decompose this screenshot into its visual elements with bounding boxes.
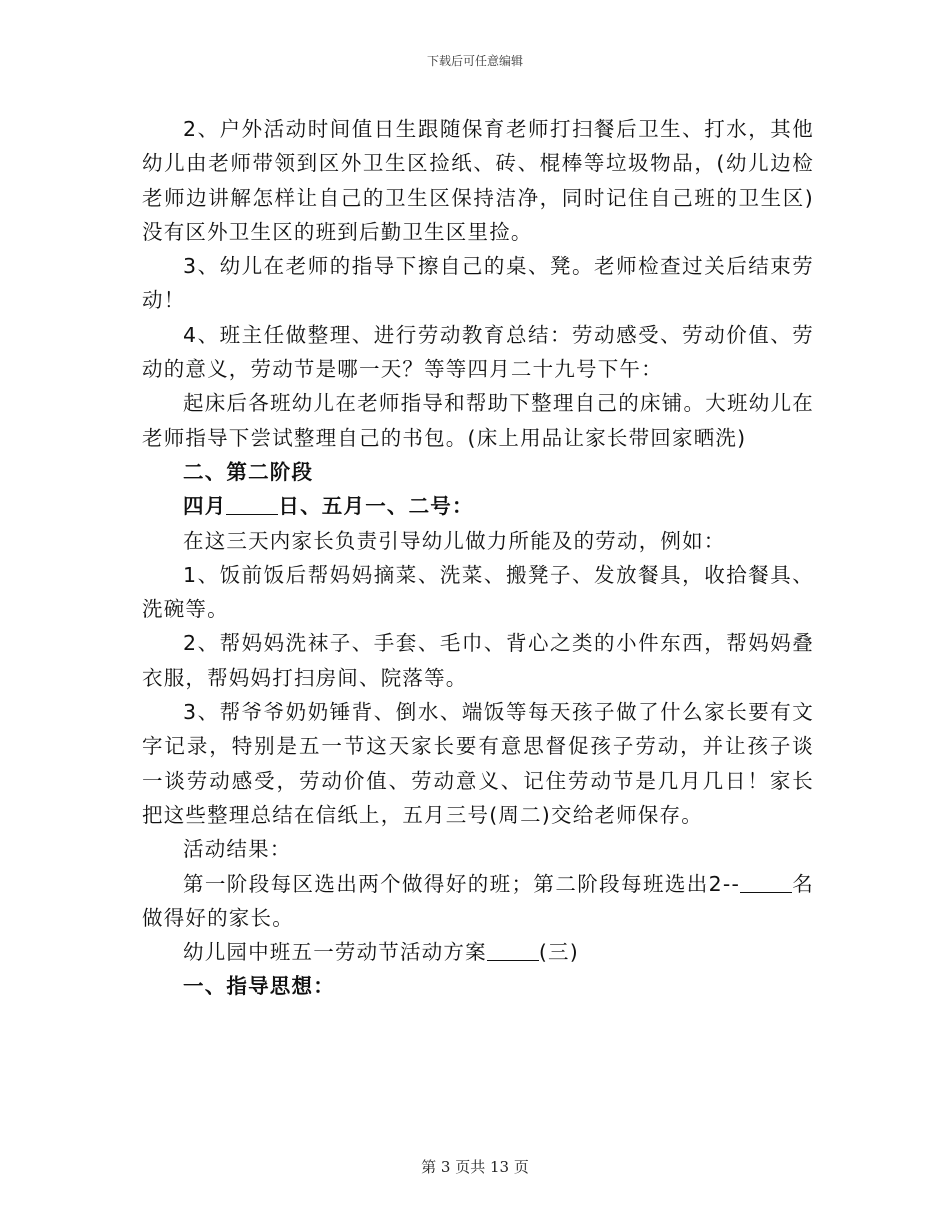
document-body	[142, 112, 814, 1004]
section-heading: 二、第二阶段	[183, 459, 314, 484]
paragraph: 起床后各班幼儿在老师指导和帮助下整理自己的床铺。大班幼儿在老师指导下尝试整理自己的书包。(床上用品让家长带回家晒洗)	[142, 391, 814, 450]
date-heading-end: 日、五月一、二号：	[278, 494, 474, 519]
title-start: 幼儿园中班五一劳动节活动方案	[183, 940, 487, 965]
date-heading-start: 四月	[183, 494, 227, 519]
paragraph-end: 名做得好的家长。	[142, 871, 814, 930]
paragraph: 2、户外活动时间值日生跟随保育老师打扫餐后卫生、打水，其他幼儿由老师带领到区外卫生区捡纸、砖、棍棒等垃圾物品，(幼儿边检老师边讲解怎样让自己的卫生区保持洁净，同时记住自己班的卫生区)没有区外卫生区的班到后勤卫生区里捡。	[142, 117, 814, 244]
paragraph: 活动结果：	[183, 837, 292, 862]
date-heading	[142, 489, 814, 523]
paragraph: 2、帮妈妈洗袜子、手套、毛巾、背心之类的小件东西，帮妈妈叠衣服，帮妈妈打扫房间、院落等。	[142, 631, 814, 690]
title-end: (三)	[538, 940, 579, 965]
page-header: 下载后可任意编辑	[426, 54, 523, 68]
paragraph: 3、帮爷爷奶奶锤背、倒水、端饭等每天孩子做了什么家长要有文字记录，特别是五一节这天家长要有意思督促孩子劳动，并让孩子谈一谈劳动感受，劳动价值、劳动意义、记住劳动节是几月几日！家长把这些整理总结在信纸上，五月三号(周二)交给老师保存。	[142, 700, 814, 827]
paragraph: 1、饭前饭后帮妈妈摘菜、洗菜、搬凳子、发放餐具，收拾餐具、洗碗等。	[142, 562, 814, 622]
fill-blank	[740, 871, 792, 893]
paragraph: 在这三天内家长负责引导幼儿做力所能及的劳动，例如：	[183, 528, 726, 553]
paragraph: 4、班主任做整理、进行劳动教育总结：劳动感受、劳动价值、劳动的意义，劳动节是哪一天？等等四月二十九号下午：	[142, 322, 814, 382]
fill-blank	[487, 940, 539, 962]
paragraph	[142, 867, 814, 936]
paragraph-start: 第一阶段每区选出两个做得好的班；第二阶段每班选出2--	[183, 871, 741, 896]
section-heading: 一、指导思想：	[183, 974, 335, 999]
paragraph: 3、幼儿在老师的指导下擦自己的桌、凳。老师检查过关后结束劳动！	[142, 254, 814, 313]
page-footer: 第 3 页共 13 页	[421, 1158, 529, 1176]
fill-blank	[226, 494, 278, 516]
document-title-line	[142, 935, 814, 969]
